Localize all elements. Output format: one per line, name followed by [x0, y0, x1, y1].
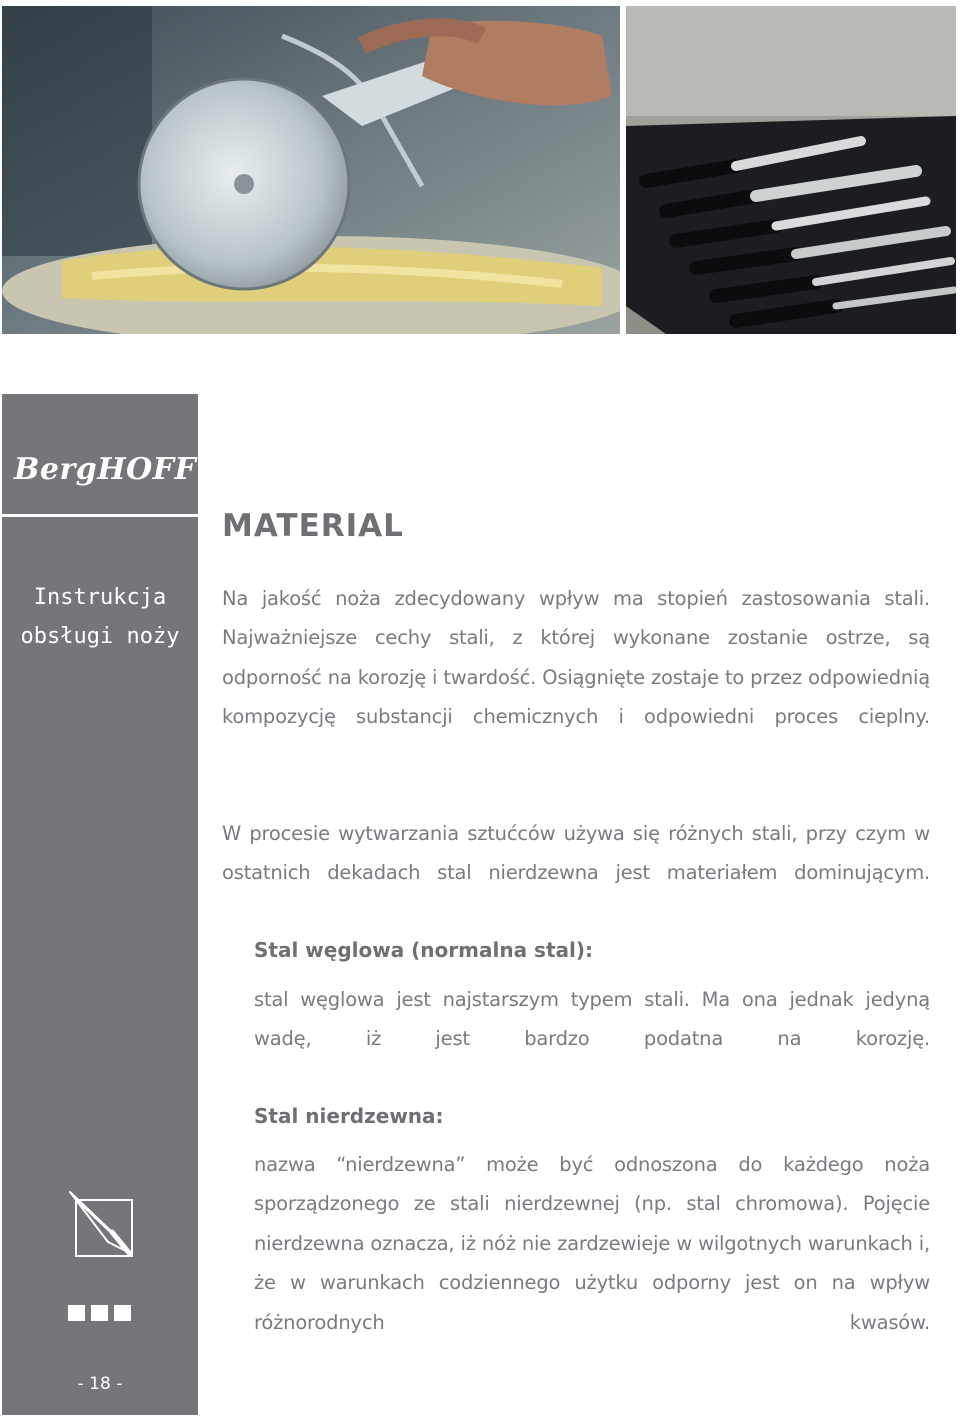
knife-set-image [626, 6, 956, 334]
intro-paragraph: Na jakość noża zdecydowany wpływ ma stopień zastosowania stali. Najważniejsze cechy stali, z której wykonane zostanie ostrze, są odporność na korozję i twardość. Osiągnięte zostaje to przez odpowiednią kompozycję substancji chemicznych i odpowiedni proces cieplny. [222, 587, 930, 729]
decorative-squares [68, 1305, 131, 1321]
carbon-steel-paragraph: stal węglowa jest najstarszym typem stali. Ma ona jednak jedyną wadę, iż jest bardzo podatna na korozję. [254, 988, 930, 1051]
pizza-cutter-image [2, 6, 620, 334]
sidebar [2, 394, 207, 1415]
sidebar-divider [2, 514, 198, 517]
knife-set-photo [626, 6, 956, 334]
square-2 [91, 1305, 108, 1321]
manufacturing-paragraph: W procesie wytwarzania sztućców używa się różnych stali, przy czym w ostatnich dekadach stal nierdzewna jest materiałem dominującym. [222, 822, 930, 885]
registered-mark: ® [197, 450, 207, 460]
brand-name: BergHOFF [14, 452, 197, 487]
page-number: - 18 - [77, 1374, 123, 1394]
carbon-steel-heading: Stal węglowa (normalna stal): [254, 938, 593, 962]
sidebar-title-line-1: Instrukcja [33, 585, 167, 610]
knife-icon [68, 1190, 136, 1262]
square-3 [114, 1305, 131, 1321]
stainless-steel-heading: Stal nierdzewna: [254, 1104, 444, 1128]
sidebar-title-line-2: obsługi noży [20, 624, 180, 649]
brand-logo [14, 450, 207, 487]
sidebar-title [2, 578, 198, 656]
square-1 [68, 1305, 85, 1321]
stainless-steel-paragraph: nazwa “nierdzewna” może być odnoszona do każdego noża sporządzonego ze stali nierdzewnej (np. stal chromowa). Pojęcie nierdzewna oznacza, iż nóż nie zardzewieje w wilgotnych warunkach i, że w warunkach codziennego użytku odporny jest on na wpływ różnorodnych kwasów. [254, 1153, 930, 1334]
section-heading: MATERIAL [222, 508, 404, 544]
pizza-cutter-photo [2, 6, 620, 334]
